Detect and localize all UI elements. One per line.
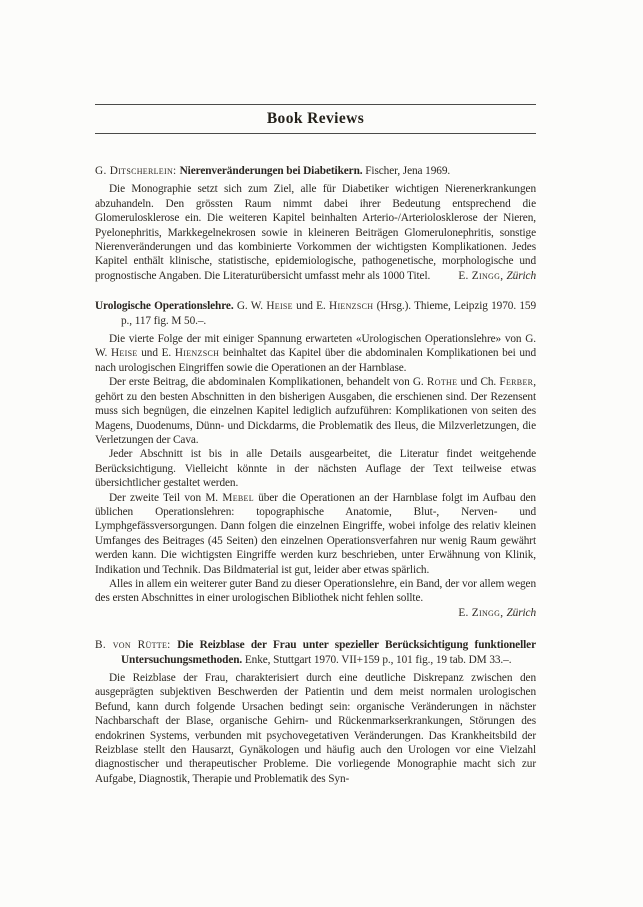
review-von-ruette: [95, 638, 536, 786]
review-heading: G. Ditscherlein: Nierenveränderungen bei Diabetikern. Fischer, Jena 1969.: [95, 165, 451, 177]
review-operationslehre: [95, 299, 536, 620]
review-paragraph: Jeder Abschnitt ist bis in alle Details ausgearbeitet, die Literatur findet weitgehende Berücksichtigung. Vielleicht könnte in der nächsten Auflage der Text teilweise etwas übersichtlicher gestaltet werden.: [95, 448, 536, 490]
reviewer-signature: E. Zingg, Zürich: [458, 606, 536, 619]
review-paragraph: Der zweite Teil von M. Mebel über die Operationen an der Harnblase folgt im Aufbau den üblichen Operationslehren: topographische Anatomie, Blut-, Nerven- und Lymphgefässversorgungen. Dann folgen die einzelnen Eingriffe, wobei infolge des relativ kleinen Umfanges des Beitrages (45 Seiten) den einzelnen Operationsverfahren nur wenig Raum gewährt werden kann. Die wichtigsten Eingriffe werden kurz beschrieben, unter Erwähnung von Klinik, Indikation und Technik. Das Bildmaterial ist gut, leider aber etwas spärlich.: [95, 491, 536, 576]
section-header: [95, 104, 536, 134]
reviewer-signature: E. Zingg, Zürich: [458, 269, 536, 282]
page-title: Book Reviews: [266, 110, 365, 127]
review-paragraph: Die Monographie setzt sich zum Ziel, alle für Diabetiker wichtigen Nierenerkrankungen abzuhandeln. Den grössten Raum nimmt dabei ihrer Bedeutung entsprechend die Glomerulosklerose ein. Die weiteren Kapitel beinhalten Arterio-/Arteriolosklerose der Nieren, Pyelonephritis, Markkegelnekrosen sowie in kleineren Beiträgen Glomerulonephritis, sonstige Nierenveränderungen und das kombinierte Vorkommen der wichtigsten Komplikationen. Jedes Kapitel enthält klinische, statistische, epidemiologische, pathogenetische, morphologische und prognostische Angaben. Die Literaturübersicht umfasst mehr als 1000 Titel.: [95, 183, 536, 282]
review-paragraph: Die Reizblase der Frau, charakterisiert durch eine deutliche Diskrepanz zwischen den ausgeprägten subjektiven Beschwerden der Patientin und dem meist normalen urologischen Befund, kann durch folgende Ursachen bedingt sein: organische Veränderungen in nächster Nachbarschaft der Blase, organische Gehirn- und Rückenmarkserkrankungen, Störungen des endokrinen Systems, verbunden mit psychovegetativen Veränderungen. Das Krankheitsbild der Reizblase stellt den Hausarzt, Gynäkologen und häufig auch den Urologen vor eine Vielzahl diagnostischer und therapeutischer Probleme. Die vorliegende Monographie macht sich zur Aufgabe, Diagnostik, Therapie und Problematik des Syn-: [95, 672, 536, 785]
review-ditscherlein: [95, 164, 536, 283]
review-heading: B. von Rütte: Die Reizblase der Frau unter spezieller Berücksichtigung funktioneller Untersuchungsmethoden. Enke, Stuttgart 1970. VII+159 p., 101 fig., 19 tab. DM 33.–.: [95, 639, 536, 666]
review-paragraph: Die vierte Folge der mit einiger Spannung erwarteten «Urologischen Operationslehre» von G. W. Heise und E. Hienzsch beinhaltet das Kapitel über die abdominalen Komplikationen bei und nach urologischen Eingriffen sowie die Operationen an der Harnblase.: [95, 333, 537, 374]
page-content: [95, 104, 536, 786]
review-heading: Urologische Operationslehre. G. W. Heise und E. Hienzsch (Hrsg.). Thieme, Leipzig 1970. 159 p., 117 fig. M 50.–.: [95, 300, 536, 327]
review-paragraph: Der erste Beitrag, die abdominalen Komplikationen, behandelt von G. Rothe und Ch. Ferber, gehört zu den besten Abschnitten in den bisherigen Ausgaben, die erschienen sind. Der Rezensent muss sich begnügen, die einzelnen Kapitel lediglich aufzuführen: Komplikationen von seiten des Magens, Duodenums, Dünn- und Dickdarms, die Problematik des Ileus, die Milzverletzungen, die Verletzungen der Cava.: [95, 376, 537, 446]
review-paragraph: Alles in allem ein weiterer guter Band zu dieser Operationslehre, ein Band, der vor allem wegen des ersten Abschnittes in einer urologischen Bibliothek nicht fehlen sollte.: [95, 577, 536, 605]
